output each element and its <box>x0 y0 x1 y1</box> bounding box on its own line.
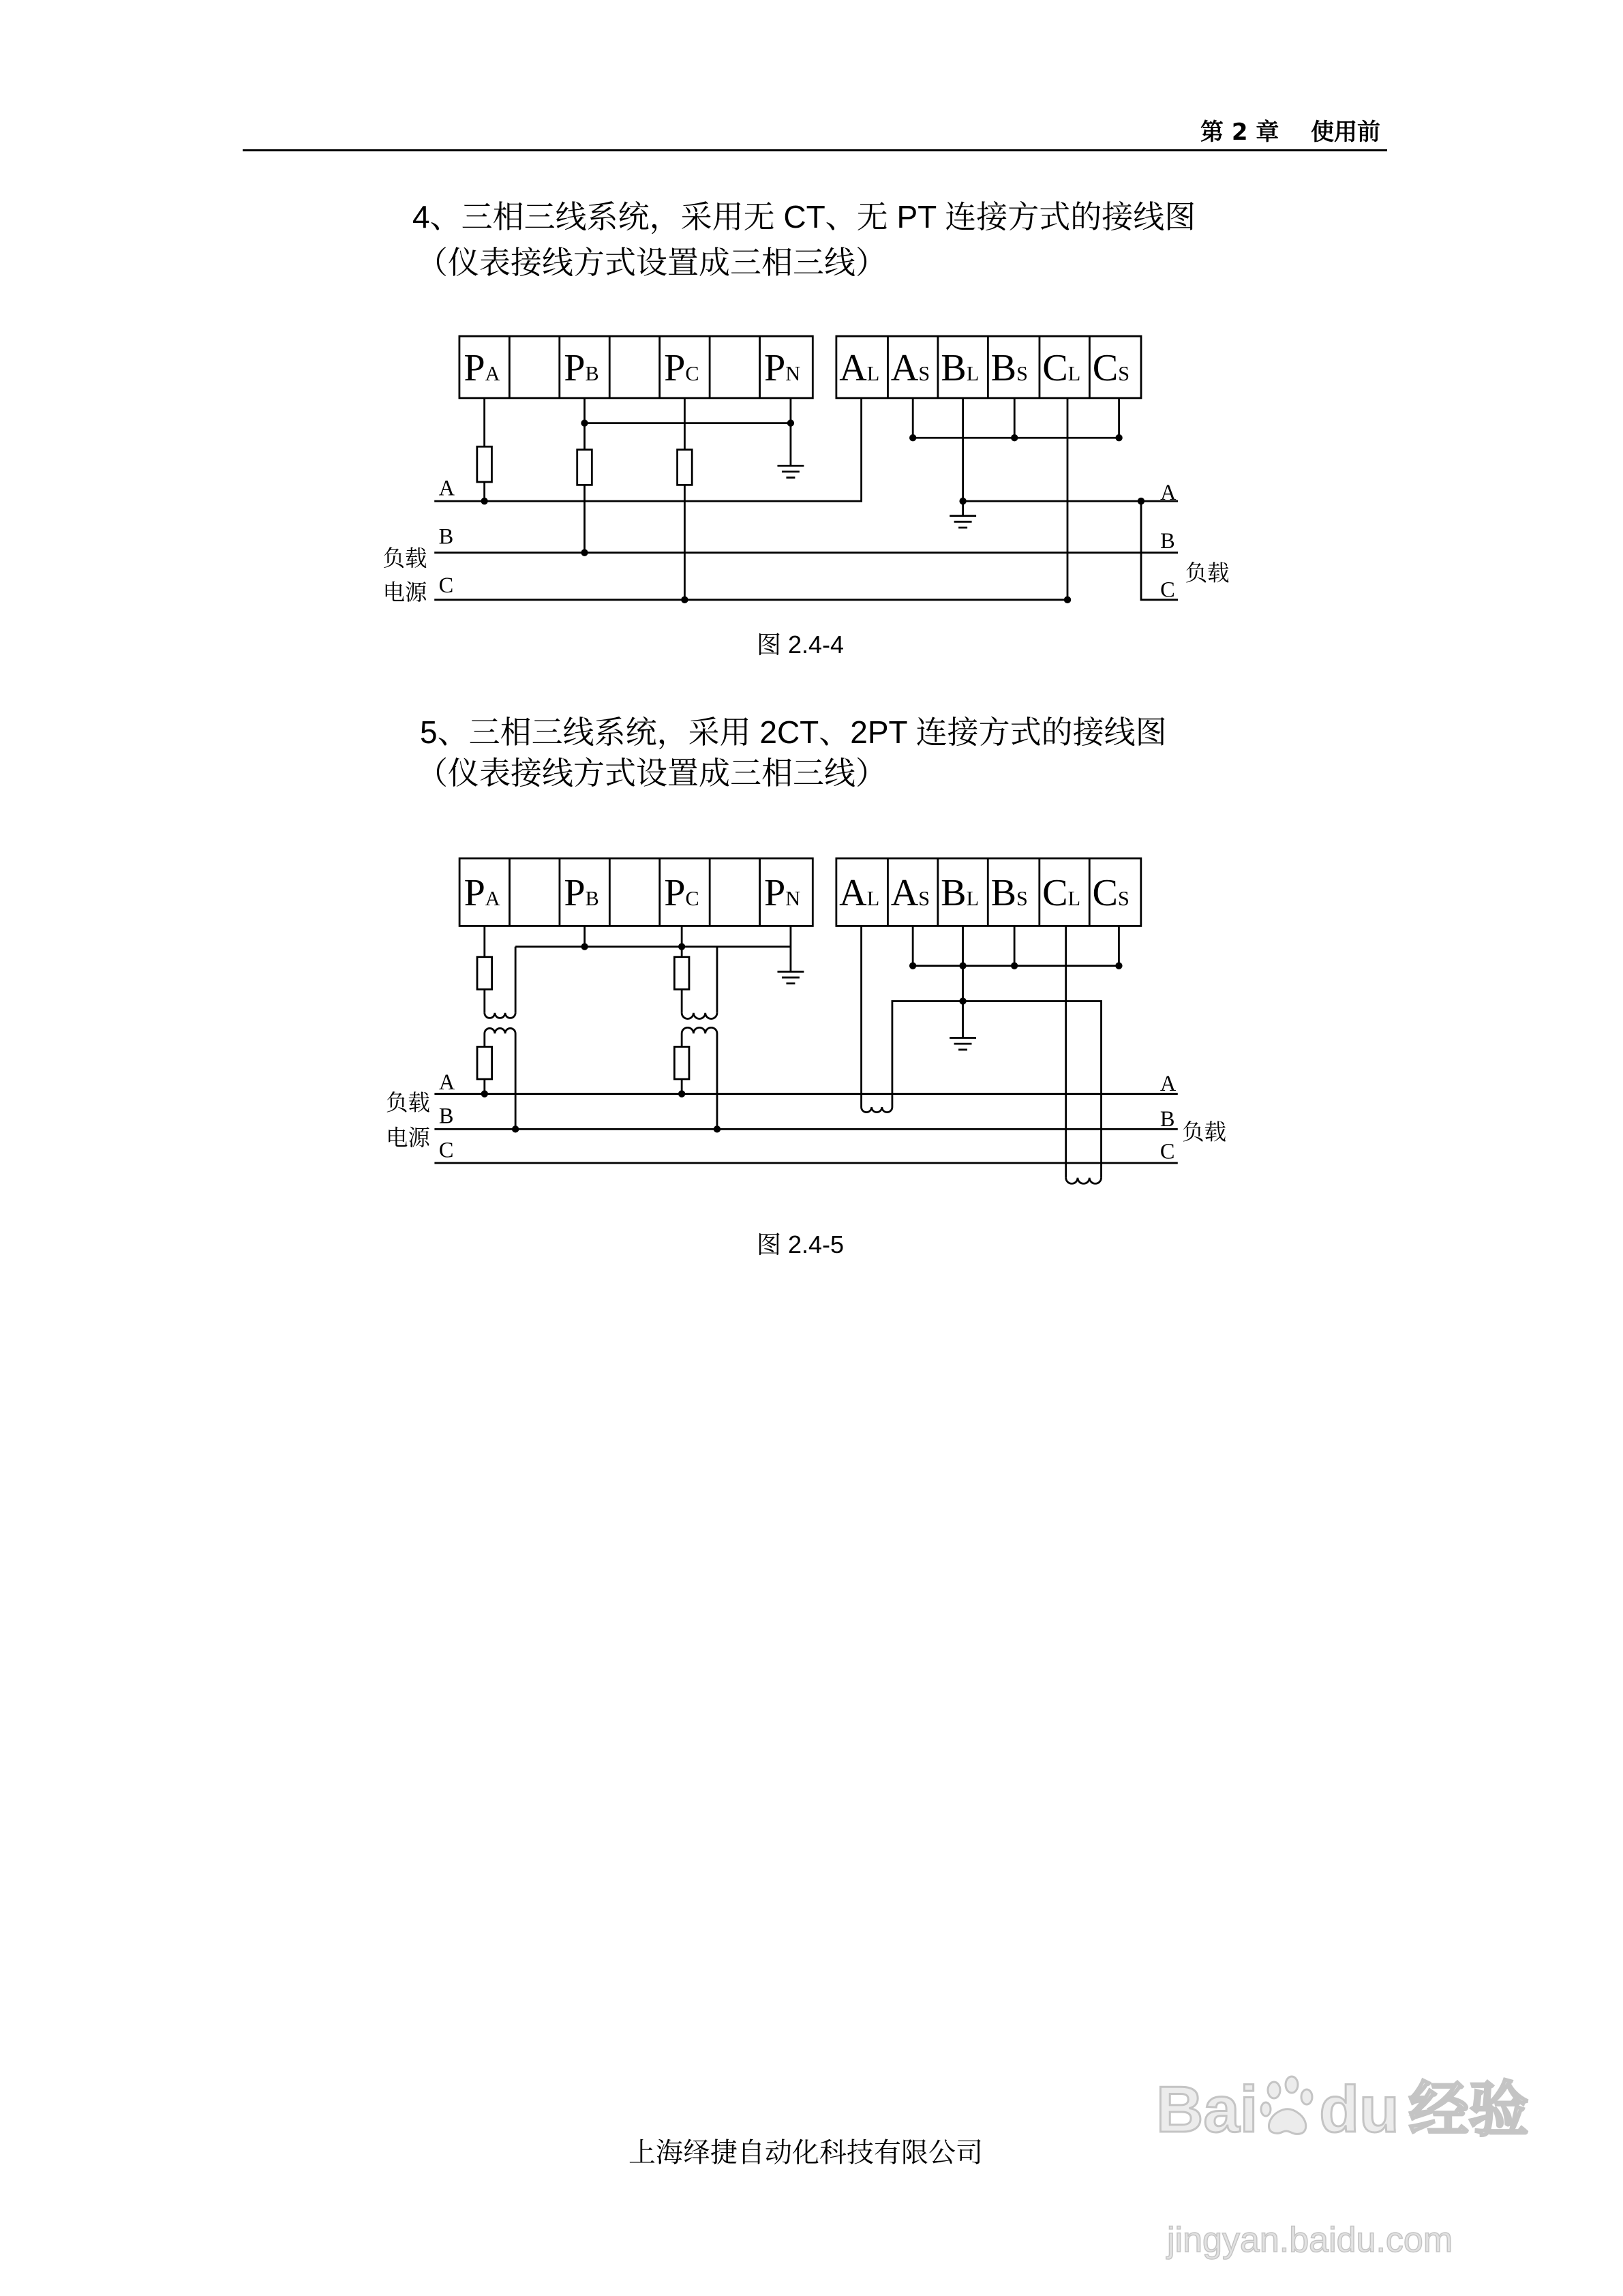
terminal-bl-letter: B <box>941 872 967 915</box>
terminal-al <box>839 872 879 914</box>
wiring <box>434 926 1177 1183</box>
figure-caption-2-4-4: 图 2.4-4 <box>757 631 845 659</box>
terminal-cs-letter: C <box>1092 346 1119 389</box>
section-5-title: 5、三相三线系统，采用 2CT、2PT 连接方式的接线图 <box>420 714 1167 750</box>
current-terminal-block <box>836 336 1141 398</box>
terminal-cl-letter: C <box>1042 872 1068 915</box>
terminal-cs <box>1093 872 1129 914</box>
terminal-pa-subscript: A <box>485 887 500 911</box>
watermark-logo <box>1156 2072 1529 2147</box>
terminal-cl <box>1042 872 1080 914</box>
terminal-cs <box>1093 347 1129 389</box>
line-labels <box>383 476 1230 605</box>
terminal-pc-letter: P <box>664 346 686 389</box>
fuse-pt1-secondary <box>477 957 492 990</box>
terminal-pb-subscript: B <box>585 887 599 911</box>
header-chapter: 第 2 章 <box>1200 119 1279 146</box>
terminal-pa <box>464 872 500 914</box>
terminal-al-letter: A <box>839 346 867 389</box>
terminal-pb-letter: P <box>564 346 586 389</box>
source-side-label-2: 电源 <box>382 579 427 605</box>
terminal-cs-letter: C <box>1092 872 1119 915</box>
pt2-secondary-coil <box>682 1013 717 1019</box>
junction-dot <box>1011 963 1018 969</box>
header-rule <box>243 149 1387 151</box>
source-phase-a-label: A <box>438 476 455 501</box>
terminal-pc-subscript: C <box>685 887 699 911</box>
junction-dot <box>681 596 688 603</box>
junction-dot <box>1064 596 1071 603</box>
terminal-cl-subscript: L <box>1067 361 1081 385</box>
voltage-terminal-block <box>459 336 813 398</box>
terminal-pn-subscript: N <box>785 887 801 911</box>
phase-a-source-line <box>434 398 861 501</box>
junction-dot <box>481 498 487 504</box>
watermark-product: 经验 <box>1408 2074 1529 2145</box>
fuse-pt2-secondary <box>674 957 689 990</box>
terminal-bs-subscript: S <box>1016 887 1028 911</box>
ct-phase-a-coil <box>862 1107 892 1113</box>
terminal-al-letter: A <box>839 872 867 915</box>
junction-dot <box>959 997 966 1004</box>
load-phase-c-label: C <box>1160 577 1175 603</box>
line-labels <box>386 1070 1226 1164</box>
source-phase-c-label: C <box>438 573 454 599</box>
load-phase-b-label: B <box>1160 529 1175 554</box>
terminal-as-letter: A <box>890 346 919 389</box>
source-phase-b-label: B <box>438 1104 454 1129</box>
wiring-diagram-fig-2-4-4 <box>368 317 1252 619</box>
source-phase-c-label: C <box>438 1138 454 1163</box>
section-4-title: 4、三相三线系统，采用无 CT、无 PT 连接方式的接线图 <box>412 199 1196 235</box>
footer-company: 上海绎捷自动化科技有限公司 <box>628 2137 983 2169</box>
terminal-pb <box>564 347 598 389</box>
load-phase-a-label: A <box>1160 480 1177 505</box>
junction-dot <box>1138 498 1144 504</box>
s-terminals-link <box>913 926 1119 965</box>
junction-dot <box>909 963 916 969</box>
terminal-bs-letter: B <box>990 346 1017 389</box>
ground-symbol-bl <box>950 516 976 528</box>
fuse-pa <box>477 447 492 482</box>
terminal-pc-letter: P <box>664 872 686 915</box>
terminal-pn <box>764 347 800 389</box>
junction-dot <box>959 498 966 504</box>
terminal-bl-letter: B <box>941 346 967 389</box>
voltage-terminal-block <box>459 858 813 926</box>
terminal-al-subscript: L <box>866 887 880 911</box>
load-phase-c-label: C <box>1159 1139 1175 1164</box>
ground-symbol-bl <box>950 1038 976 1049</box>
junction-dot <box>714 1126 721 1132</box>
terminal-bs <box>991 347 1028 389</box>
load-phase-a-label: A <box>1159 1072 1177 1097</box>
junction-dot <box>787 419 794 426</box>
junction-dot <box>1011 434 1018 441</box>
load-phase-b-label: B <box>1159 1107 1175 1132</box>
watermark-brand-left: Bai <box>1156 2073 1258 2146</box>
terminal-pn-subscript: N <box>785 361 801 385</box>
header-section: 使用前 <box>1311 119 1380 146</box>
terminal-bs <box>991 872 1028 914</box>
terminal-pn <box>764 872 800 914</box>
load-side-label: 负载 <box>1185 560 1230 586</box>
terminal-bl <box>941 347 979 389</box>
junction-dot <box>909 434 916 441</box>
terminal-al-subscript: L <box>866 361 880 385</box>
junction-dot <box>581 549 588 556</box>
terminal-pc <box>664 347 699 389</box>
terminal-cs-subscript: S <box>1118 887 1129 911</box>
source-side-label-1: 负载 <box>382 545 427 572</box>
terminal-cs-subscript: S <box>1118 361 1130 385</box>
junction-dot <box>678 943 685 950</box>
figure-caption-2-4-5: 图 2.4-5 <box>757 1230 845 1258</box>
ct-phase-c-coil <box>1066 1178 1102 1184</box>
paw-icon <box>1259 2075 1318 2141</box>
junction-dot <box>678 1090 685 1097</box>
terminal-pn-letter: P <box>764 346 786 389</box>
fuse-pc <box>678 450 693 485</box>
junction-dot <box>581 943 588 950</box>
source-phase-b-label: B <box>438 524 454 549</box>
pt1-secondary-coil <box>485 1013 515 1018</box>
junction-dot <box>481 1090 488 1097</box>
terminal-pa-letter: P <box>464 346 485 389</box>
source-phase-a-label: A <box>438 1070 455 1096</box>
junction-dot <box>1115 434 1122 441</box>
terminal-cl-letter: C <box>1042 346 1068 389</box>
terminal-pa <box>464 347 500 389</box>
terminal-pb-letter: P <box>564 872 586 915</box>
voltage-terminal-dividers <box>510 858 760 926</box>
junction-dot <box>581 419 588 426</box>
junction-dot <box>959 963 966 969</box>
terminal-pc <box>664 872 699 914</box>
source-side-label-1: 负载 <box>386 1089 430 1116</box>
load-side-label: 负载 <box>1182 1119 1227 1145</box>
terminal-as <box>891 872 930 914</box>
terminal-bs-letter: B <box>990 872 1017 915</box>
terminal-bl-subscript: L <box>966 887 980 911</box>
s-terminals-link <box>913 398 1119 438</box>
terminal-bs-subscript: S <box>1016 361 1028 385</box>
junction-dot <box>1115 963 1122 969</box>
pt2-primary-coil <box>682 1027 717 1033</box>
terminal-pa-letter: P <box>464 872 485 915</box>
wiring-diagram-fig-2-4-5 <box>368 839 1252 1200</box>
fuse-pb <box>577 450 592 485</box>
current-terminal-block <box>836 858 1141 926</box>
source-side-label-2: 电源 <box>386 1125 430 1151</box>
fuse-pt2-primary <box>674 1046 689 1079</box>
terminal-al <box>839 347 879 389</box>
terminal-as-letter: A <box>890 872 919 915</box>
terminal-as-subscript: S <box>918 361 930 385</box>
ground-symbol-pn <box>777 466 804 477</box>
ground-symbol-pn <box>777 971 804 983</box>
terminal-as-subscript: S <box>918 887 930 911</box>
terminal-cl-subscript: L <box>1067 887 1081 911</box>
fuse-pt1-primary <box>477 1046 492 1079</box>
terminal-pb <box>564 872 598 914</box>
junction-dot <box>512 1126 519 1132</box>
voltage-terminal-dividers <box>509 336 759 398</box>
terminal-pb-subscript: B <box>585 361 599 385</box>
wiring <box>434 398 1178 603</box>
terminal-as <box>891 347 930 389</box>
terminal-pc-subscript: C <box>685 361 699 385</box>
watermark-brand-right: du <box>1319 2073 1399 2146</box>
terminal-pa-subscript: A <box>485 361 500 385</box>
terminal-bl <box>941 872 979 914</box>
terminal-cl <box>1042 347 1080 389</box>
pt1-primary-coil <box>485 1028 515 1033</box>
watermark-url: jingyan.baidu.com <box>1167 2220 1453 2260</box>
terminal-bl-subscript: L <box>966 361 980 385</box>
section-4-subtitle: （仪表接线方式设置成三相三线） <box>416 245 887 280</box>
terminal-pn-letter: P <box>764 872 786 915</box>
ct-return-bus <box>892 1001 1102 1178</box>
section-5-subtitle: （仪表接线方式设置成三相三线） <box>416 755 887 791</box>
